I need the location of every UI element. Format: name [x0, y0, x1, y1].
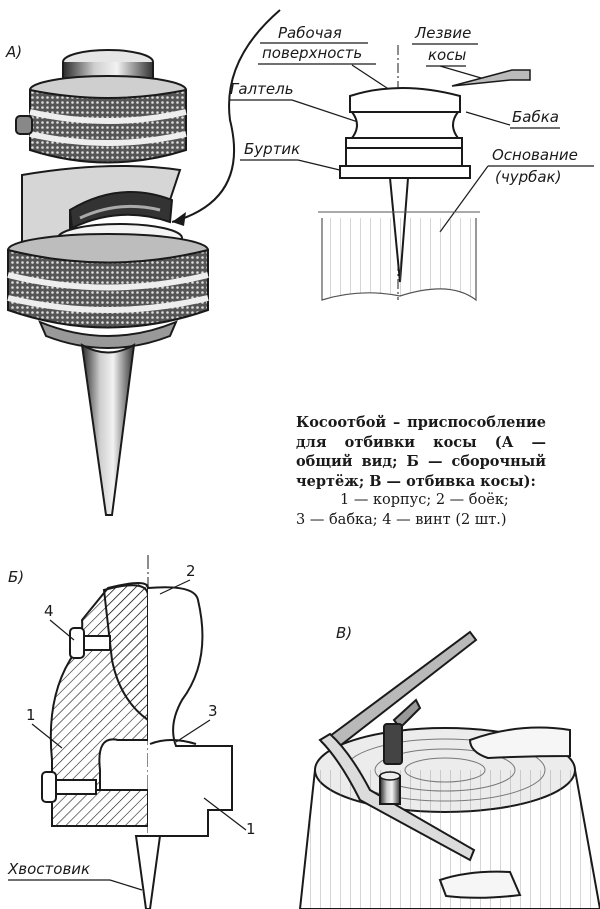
label-fillet: Галтель [230, 80, 294, 98]
label-working-surface-line2: поверхность [262, 44, 363, 62]
figure-caption [296, 413, 546, 530]
legend-line-1: 1 — корпус; 2 — боёк; [340, 492, 509, 508]
body-right-view [148, 587, 232, 836]
side-screw-upper [16, 116, 32, 134]
label-blade-line2: косы [428, 46, 467, 64]
caption-title: Косоотбой – приспособление для отбивки косы (А — общий вид; Б — сборочный чертёж; В — отбивка косы): [296, 414, 546, 490]
pointer-arrowhead [172, 212, 186, 226]
callout-1-left: 1 [26, 706, 36, 724]
callout-1-right: 1 [246, 820, 256, 838]
upper-body [30, 76, 186, 163]
tail-spike [82, 345, 134, 515]
small-anvil [380, 772, 400, 804]
label-base-line1: Основание [492, 146, 578, 164]
body-base-hatched [52, 790, 148, 826]
section-tail-spike [136, 836, 160, 909]
lower-body [8, 234, 208, 348]
callout-4: 4 [44, 602, 54, 620]
schematic-head [340, 88, 470, 178]
pointer-arrow [172, 10, 280, 222]
caption-legend [296, 491, 546, 530]
assembly-schematic [230, 24, 594, 300]
panel-b-label: Б) [8, 568, 25, 586]
label-collar: Буртик [244, 140, 301, 158]
panel-a-label: А) [6, 43, 23, 61]
label-working-surface-line1: Рабочая [278, 24, 342, 42]
callout-3: 3 [208, 702, 218, 720]
callout-2: 2 [186, 562, 196, 580]
schematic-stump [318, 212, 480, 300]
label-tail: Хвостовик [8, 860, 91, 878]
panel-v-label: В) [336, 624, 353, 642]
panel-v-peening [300, 624, 600, 909]
right-hand [440, 872, 520, 898]
panel-b-section [7, 555, 256, 909]
label-base-line2: (чурбак) [495, 168, 562, 186]
legend-line-2: 3 — бабка; 4 — винт (2 шт.) [296, 511, 507, 528]
label-anvil-head: Бабка [512, 108, 559, 126]
label-blade-line1: Лезвие [415, 24, 472, 42]
